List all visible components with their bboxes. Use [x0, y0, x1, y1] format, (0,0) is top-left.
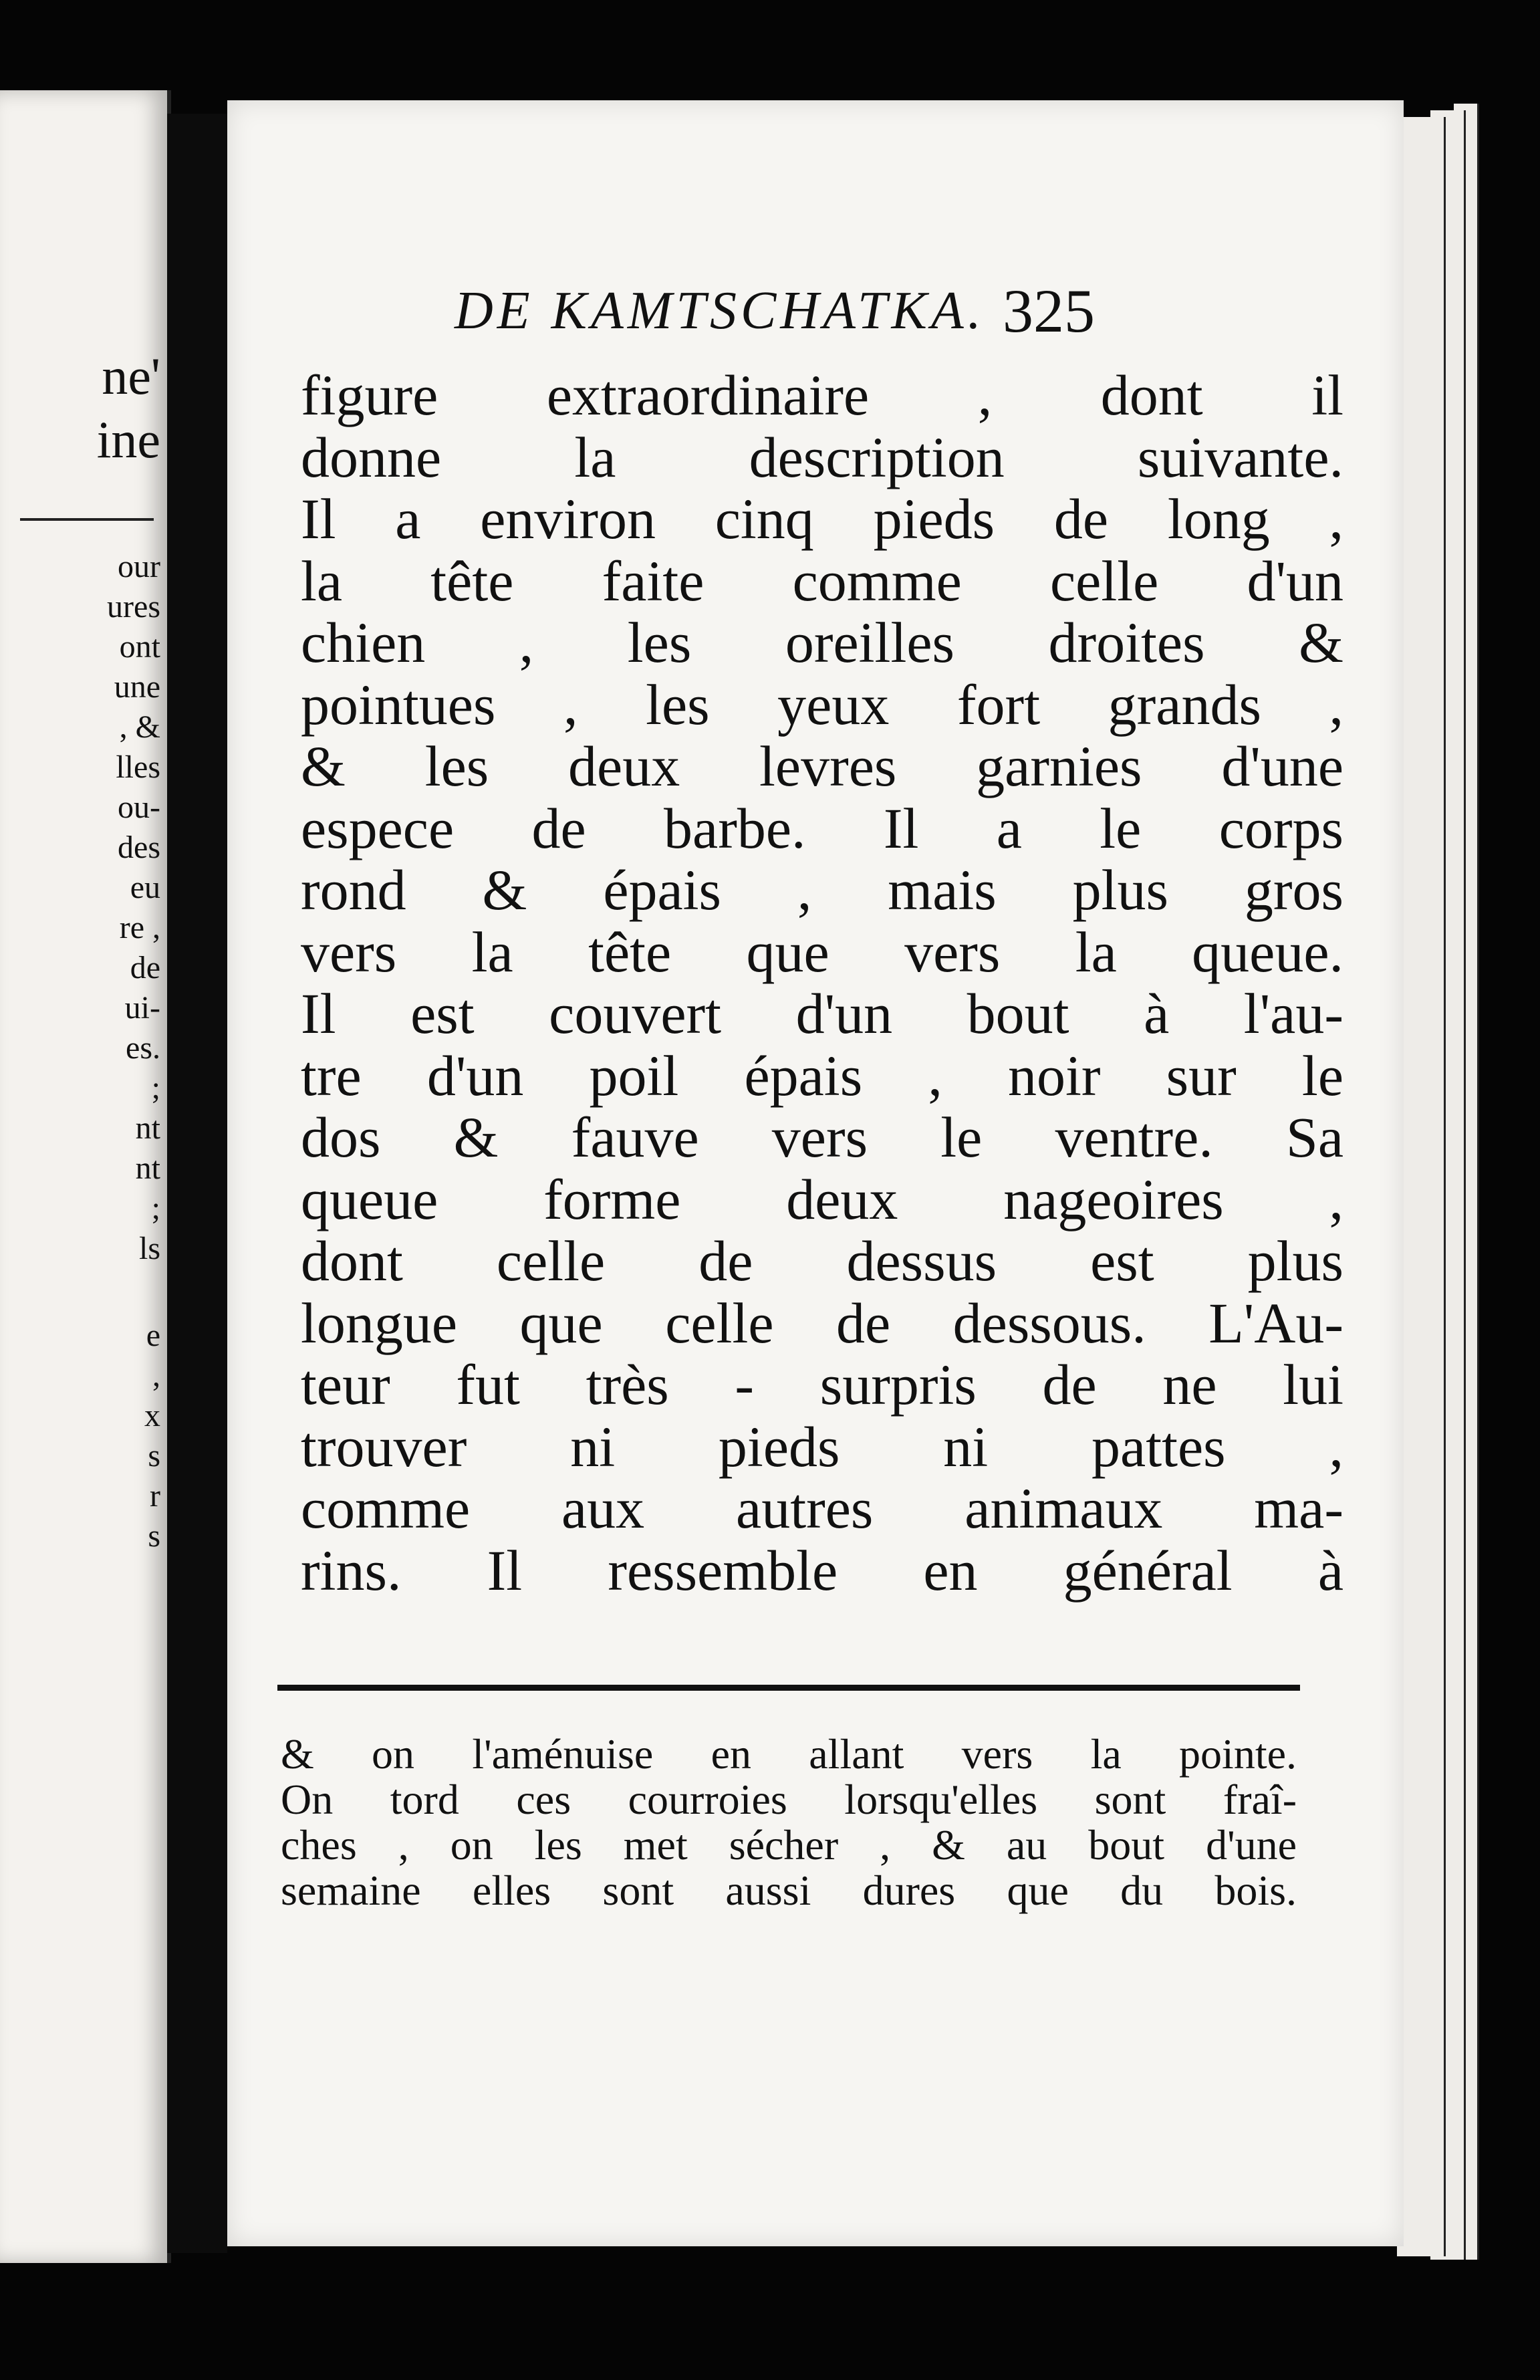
- text-line: donne la description suivante.: [301, 425, 1343, 489]
- page-number: 325: [1003, 277, 1095, 345]
- left-page-fragment: lles: [116, 749, 160, 785]
- left-page-fragment: our: [118, 549, 160, 584]
- text-line: rins. Il ressemble en général à: [301, 1538, 1343, 1602]
- text-line: tre d'un poil épais , noir sur le: [301, 1043, 1343, 1108]
- text-line: figure extraordinaire , dont il: [301, 363, 1343, 427]
- text-line: dos & fauve vers le ventre. Sa: [301, 1105, 1343, 1169]
- text-line: rond & épais , mais plus gros: [301, 858, 1343, 922]
- left-page-fragment: ls: [138, 1231, 160, 1266]
- left-page-fragment: re ,: [119, 910, 160, 945]
- left-page-fragment: des: [118, 830, 160, 865]
- text-line: teur fut très - surpris de ne lui: [301, 1352, 1343, 1417]
- footnote-rule: [277, 1685, 1300, 1691]
- text-line: comme aux autres animaux ma-: [301, 1476, 1343, 1540]
- left-facing-page: [0, 90, 171, 2263]
- left-page-fragment: ui-: [124, 990, 160, 1026]
- text-line: espece de barbe. Il a le corps: [301, 796, 1343, 860]
- left-page-fragment: ,: [152, 1358, 160, 1393]
- text-line: trouver ni pieds ni pattes ,: [301, 1414, 1343, 1479]
- left-page-fragment: ;: [151, 1191, 160, 1226]
- text-line: pointues , les yeux fort grands ,: [301, 672, 1343, 737]
- book-gutter: [167, 114, 227, 2253]
- body-text: [301, 364, 1343, 1601]
- left-page-fragment: ne': [102, 347, 160, 405]
- left-page-fragment: de: [130, 950, 160, 985]
- left-page-fragment: s: [148, 1518, 160, 1554]
- left-page-fragment: ;: [151, 1070, 160, 1106]
- left-page-fragment: nt: [135, 1151, 160, 1186]
- footnote-line: semaine elles sont aussi dures que du bois.: [281, 1867, 1297, 1914]
- left-page-fragment: e: [146, 1318, 160, 1353]
- left-page-fragment: r: [150, 1478, 160, 1514]
- text-line: Il est couvert d'un bout à l'au-: [301, 981, 1343, 1046]
- left-page-fragment: , &: [119, 709, 160, 745]
- footnote-line: On tord ces courroies lorsqu'elles sont fraî-: [281, 1776, 1297, 1823]
- left-page-fragment: eu: [130, 870, 160, 905]
- running-head: DE KAMTSCHATKA.: [455, 281, 985, 340]
- text-line: vers la tête que vers la queue.: [301, 919, 1343, 984]
- text-line: dont celle de dessus est plus: [301, 1229, 1343, 1293]
- left-page-fragment: x: [144, 1398, 160, 1433]
- text-line: Il a environ cinq pieds de long ,: [301, 487, 1343, 551]
- text-line: la tête faite comme celle d'un: [301, 548, 1343, 613]
- footnote-line: ches , on les met sécher , & au bout d'une: [281, 1821, 1297, 1869]
- text-line: longue que celle de dessous. L'Au-: [301, 1290, 1343, 1355]
- left-page-rule: [20, 518, 154, 521]
- footnote-line: & on l'aménuise en allant vers la pointe.: [281, 1730, 1297, 1778]
- left-page-fragment: ou-: [118, 790, 160, 825]
- text-line: chien , les oreilles droites &: [301, 610, 1343, 675]
- text-line: & les deux levres garnies d'une: [301, 734, 1343, 798]
- left-page-fragment: une: [114, 669, 160, 705]
- text-line: queue forme deux nageoires ,: [301, 1167, 1343, 1231]
- page-edge: [1397, 117, 1446, 2256]
- left-page-fragment: s: [148, 1438, 160, 1473]
- footnote: [281, 1732, 1297, 1913]
- left-page-fragment: ures: [107, 589, 160, 624]
- book-page: [227, 100, 1404, 2246]
- left-page-fragment: ont: [119, 629, 160, 665]
- left-page-fragment: nt: [135, 1110, 160, 1146]
- left-page-fragment: es.: [126, 1030, 160, 1066]
- left-page-fragment: ine: [96, 410, 160, 469]
